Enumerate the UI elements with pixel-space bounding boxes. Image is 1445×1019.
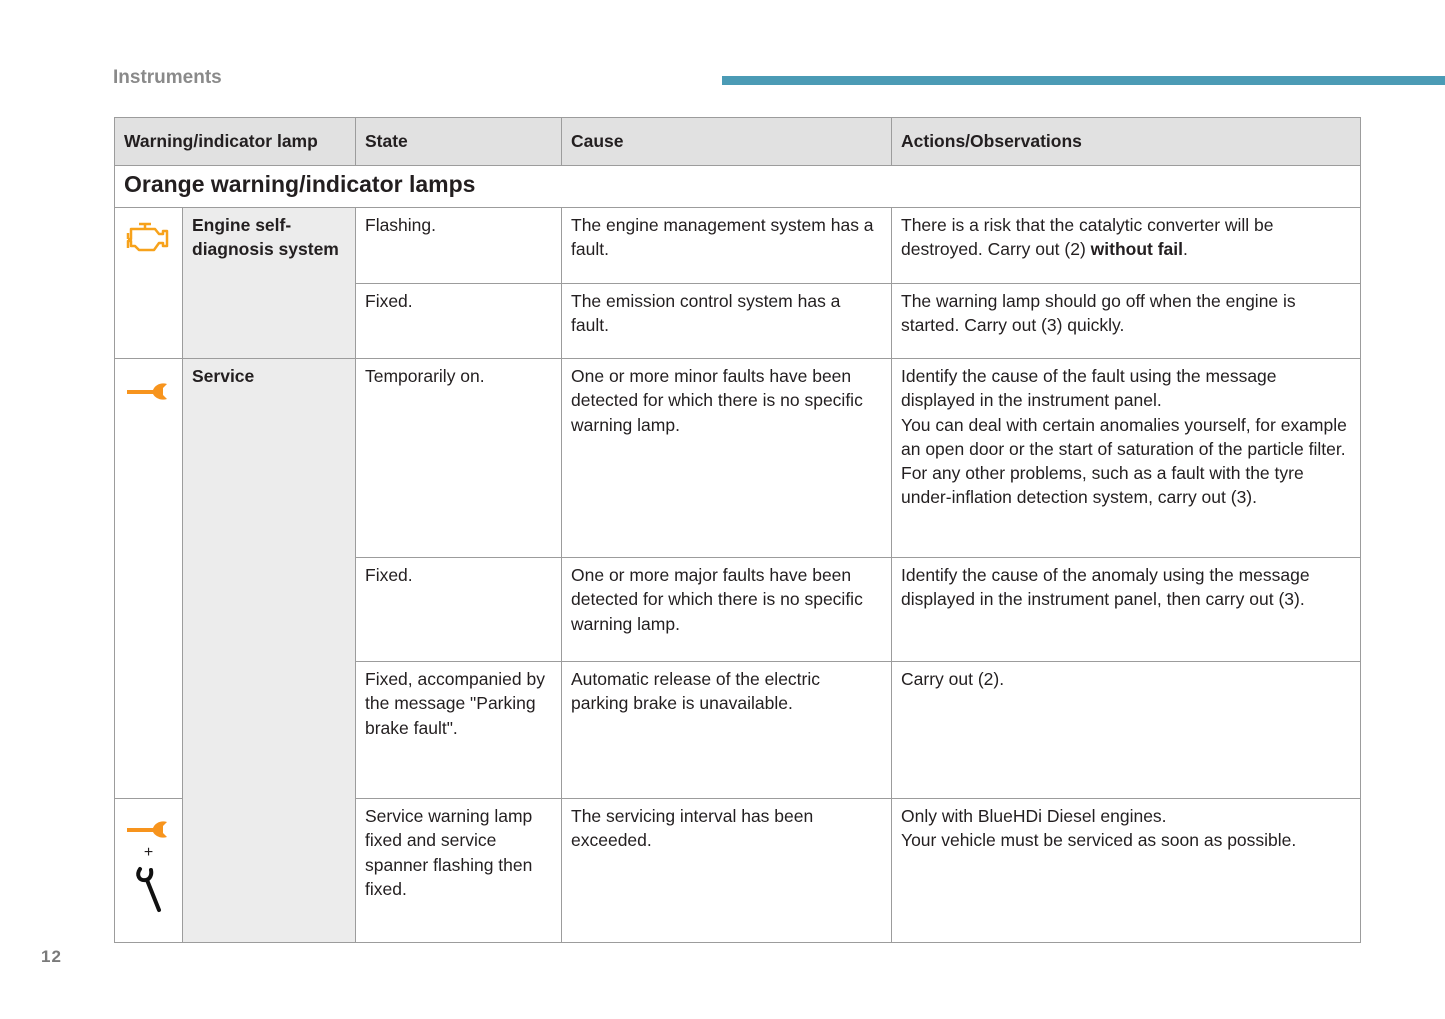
action-line: Your vehicle must be serviced as soon as possible. (901, 830, 1297, 851)
table-row (115, 359, 1361, 558)
service-icons-cell (115, 799, 183, 943)
cause-cell: One or more major faults have been detected for which there is no specific warning lamp. (562, 558, 892, 662)
state-cell: Flashing. (356, 208, 562, 284)
action-text: . (1183, 239, 1188, 260)
column-header: State (356, 118, 562, 166)
action-line: For any other problems, such as a fault with the tyre under-inflation detection system, carry out (3). (901, 463, 1304, 508)
column-header: Actions/Observations (892, 118, 1361, 166)
state-cell: Fixed. (356, 284, 562, 359)
action-text: There is a risk that the catalytic converter will be destroyed. Carry out (2) (901, 215, 1274, 260)
state-cell: Fixed, accompanied by the message "Parking brake fault". (356, 662, 562, 799)
cause-cell: Automatic release of the electric parking brake is unavailable. (562, 662, 892, 799)
wrench-icon-cell (115, 359, 183, 799)
section-heading: Orange warning/indicator lamps (115, 166, 1361, 208)
action-emphasis: without fail (1090, 239, 1184, 260)
section-row (115, 166, 1361, 208)
engine-icon (125, 220, 173, 256)
column-header: Warning/indicator lamp (115, 118, 356, 166)
lamp-name: Service (183, 359, 356, 943)
plus-sign: + (143, 844, 154, 861)
state-cell: Fixed. (356, 558, 562, 662)
state-cell: Service warning lamp fixed and service spanner flashing then fixed. (356, 799, 562, 943)
action-cell (892, 359, 1361, 558)
cause-cell: One or more minor faults have been detected for which there is no specific warning lamp. (562, 359, 892, 558)
state-cell: Temporarily on. (356, 359, 562, 558)
table-row (115, 208, 1361, 284)
section-title: Instruments (113, 67, 222, 88)
wrench-icon (125, 819, 173, 841)
cause-cell: The emission control system has a fault. (562, 284, 892, 359)
cause-cell: The servicing interval has been exceeded. (562, 799, 892, 943)
action-cell: Identify the cause of the anomaly using the message displayed in the instrument panel, then carry out (3). (892, 558, 1361, 662)
action-line: Only with BlueHDi Diesel engines. (901, 806, 1167, 826)
engine-icon-cell (115, 208, 183, 359)
lamp-name: Engine self-diagnosis system (183, 208, 356, 359)
header-accent-bar (722, 76, 1445, 85)
action-cell (892, 799, 1361, 943)
action-cell: Carry out (2). (892, 662, 1361, 799)
wrench-icon (125, 381, 173, 403)
table-header-row (115, 118, 1361, 166)
action-cell (892, 208, 1361, 284)
spanner-icon (134, 865, 164, 913)
warning-lamps-table (114, 117, 1361, 943)
cause-cell: The engine management system has a fault. (562, 208, 892, 284)
column-header: Cause (562, 118, 892, 166)
action-cell: The warning lamp should go off when the engine is started. Carry out (3) quickly. (892, 284, 1361, 359)
action-line: Identify the cause of the fault using the message displayed in the instrument panel. (901, 366, 1277, 411)
page-number: 12 (41, 947, 62, 966)
action-line: You can deal with certain anomalies yourself, for example an open door or the start of saturation of the particle filter. (901, 414, 1347, 459)
